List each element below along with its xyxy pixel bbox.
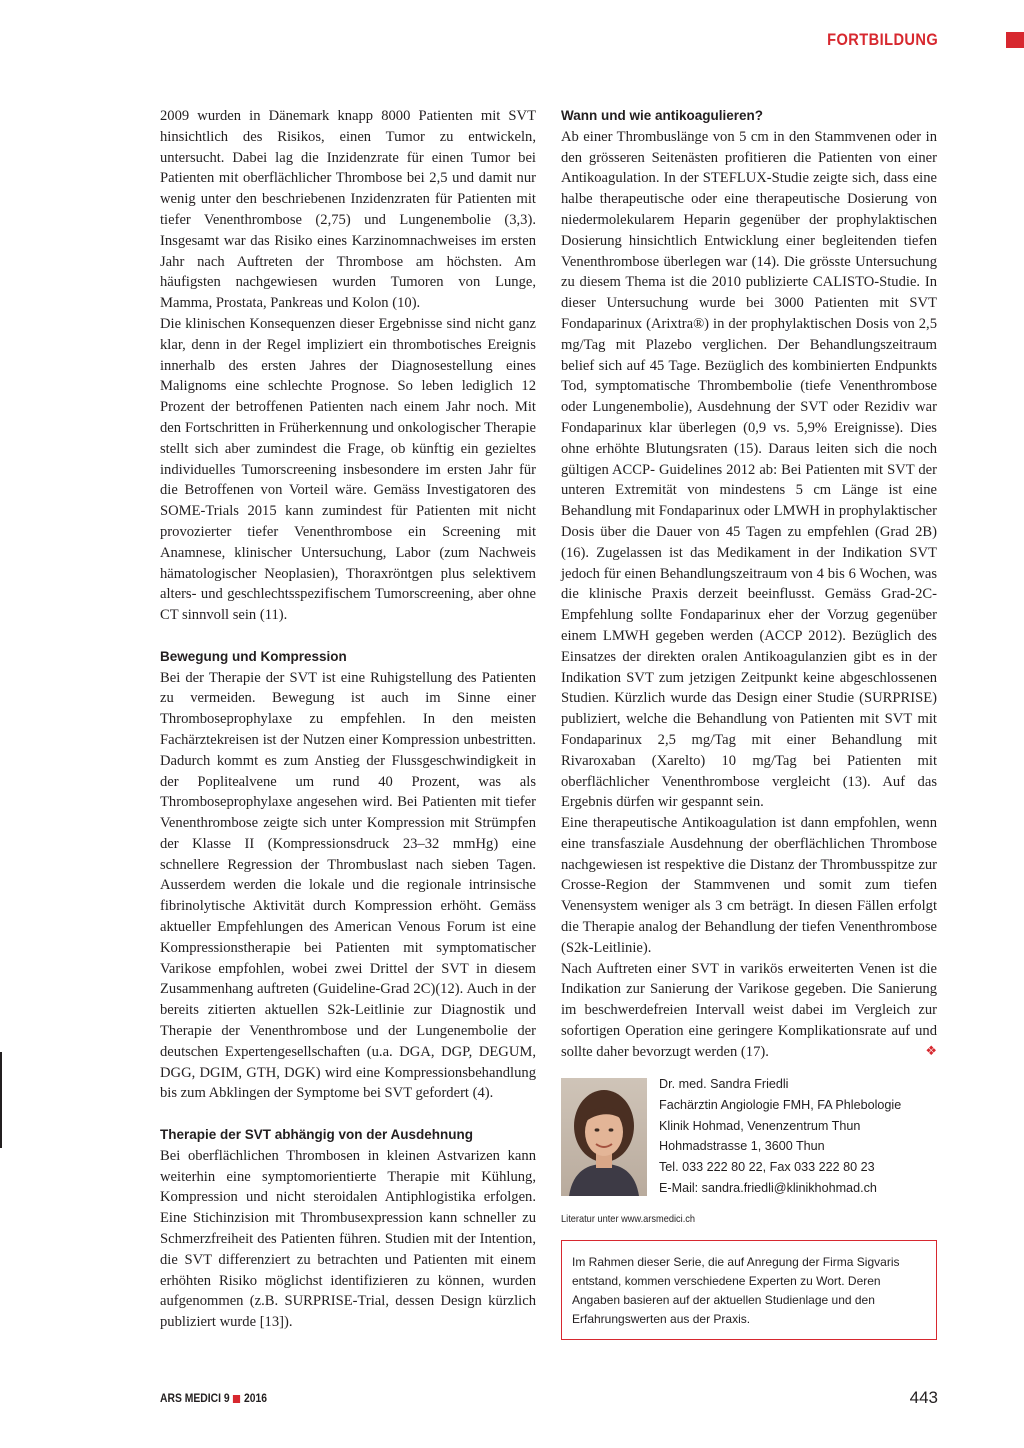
- right-column: [561, 106, 937, 1063]
- journal-name: ARS MEDICI 9: [160, 1393, 230, 1405]
- body-paragraph: Bei der Therapie der SVT ist eine Ruhigstellung des Patienten zu vermeiden. Bewegung ist auch im Sinne einer Thromboseprophylaxe zu empfehlen. In den meisten Fachärztekreisen ist der Nutzen einer Kompression unbestritten. Dadurch kommt es zum Anstieg der Flussgeschwindigkeit in der Poplitealvene um rund 40 Prozent, was als Thromboseprophylaxe angesehen wird. Bei Patienten mit tiefer Venenthrombose zeigte sich unter Kompression mit Strümpfen der Klasse II (Kompressionsdruck 23–32 mmHg) eine schnellere Regression der Thrombuslast nach sieben Tagen. Ausserdem werden die lokale und die regionale intrinsische fibrinolytische Aktivität durch Kompression erhöht. Gemäss aktueller Empfehlungen des American Venous Forum ist eine Kompressionstherapie bei Patienten mit symptomatischer Varikose empfohlen, wobei zwei Drittel der SVT in diesem Zusammenhang auftreten (Guideline-Grad 2C)(12). Auch in der bereits zitierten aktuellen S2k-Leitlinie zur Diagnostik und Therapie der Venenthrombose und der Lungenembolie der deutschen Expertengesellschaften (u.a. DGA, DGP, DEGUM, DGG, DGIM, GTH, DGK) wird eine Kompressionsbehandlung bis zum Abklingen der Symptome bei SVT gefordert (4).: [160, 669, 536, 1102]
- literature-reference: Literatur unter www.arsmedici.ch: [561, 1213, 696, 1225]
- section-label: FORTBILDUNG: [826, 30, 938, 49]
- body-paragraph: Eine therapeutische Antikoagulation ist dann empfohlen, wenn eine transfasziale Ausdehnung der oberflächlichen Thrombose nachgewiesen ist respektive die Distanz der Thrombusspitze zur Crosse-Region der Stammvenen und somit zum tiefen Venensystem weniger als 3 cm beträgt. In diesen Fällen erfolgt die Therapie analog der Behandlung der tiefen Venenthrombose (S2k-Leitlinie).: [561, 815, 937, 956]
- author-portrait-photo: [561, 1078, 647, 1196]
- body-paragraph: Bei oberflächlichen Thrombosen in kleinen Astvarizen kann weiterhin eine symptomorientierte Therapie mit Kühlung, Kompression und nicht steroidalen Antiphlogistika erfolgen. Eine Stichinzision mit Thrombusexpression kann schneller zu Schmerzfreiheit des Patienten führen. Studien mit der Intention, die SVT differenziert zu betrachten und Patienten mit einem erhöhten Risiko möglichst identifizieren zu können, wurden aufgenommen (z.B. SURPRISE-Trial, dessen Design kürzlich publiziert wurde [13]).: [160, 1147, 536, 1331]
- author-name: Dr. med. Sandra Friedli: [659, 1077, 789, 1091]
- margin-rule: [0, 1052, 2, 1148]
- journal-year: 2016: [243, 1393, 268, 1405]
- body-text: Nach Auftreten einer SVT in varikös erweiterten Venen ist die Indikation zur Sanierung der Varikose gegeben. Die Sanierung im beschwerdefreien Intervall weist dabei im Vergleich zur sofortigen Operation eine geringere Komplikationsrate auf und sollte daher bevorzugt werden (17).: [561, 960, 937, 1060]
- author-address: Hohmadstrasse 1, 3600 Thun: [659, 1139, 825, 1154]
- section-marker-square: [1006, 32, 1024, 48]
- author-clinic: Klinik Hohmad, Venenzentrum Thun: [659, 1118, 861, 1133]
- page-number: 443: [909, 1388, 938, 1407]
- section-heading: Therapie der SVT abhängig von der Ausdehnung: [160, 1127, 474, 1143]
- author-title: Fachärztin Angiologie FMH, FA Phlebologie: [659, 1097, 902, 1112]
- author-phone: Tel. 033 222 80 22, Fax 033 222 80 23: [659, 1160, 875, 1175]
- body-paragraph: Ab einer Thrombuslänge von 5 cm in den Stammvenen oder in den grösseren Seitenästen profitieren die Patienten von einer Antikoagulation. In der STEFLUX-Studie zeigte sich, dass eine halbe therapeutische oder eine therapeutische Dosierung von niedermolekularem Heparin gegenüber der prophylaktischen Dosierung hinsichtlich Entwicklung einer begleitenden tiefen Venenthrombose überlegen war (14). Die grösste Untersuchung zu diesem Thema ist die 2010 publizierte CALISTO-Studie. In dieser Untersuchung wurde bei 3000 Patienten mit SVT Fondaparinux (Arixtra®) in der prophylaktischen Dosis von 2,5 mg/Tag mit Plazebo verglichen. Der Behandlungszeitraum belief sich auf 45 Tage. Bezüglich des kombinierten Endpunkts Tod, symptomatische Thrombembolie (tiefe Venenthrombose oder Lungenembolie), Ausdehnung der SVT oder Rezidiv war Fondaparinux klar überlegen (0,9 vs. 5,9% Ereignisse). Dies ohne erhöhte Blutungsraten (15). Daraus leiten sich die noch gültigen ACCP- Guidelines 2012 ab: Bei Patienten mit SVT der unteren Extremität von mindestens 5 cm Länge ist eine Behandlung mit Fondaparinux oder LMWH in prophylaktischer Dosis über die Dauer von 45 Tagen zu empfehlen (Grad 2B)(16). Zugelassen ist das Medikament in der Indikation SVT jedoch für einen Behandlungszeitraum von 4 bis 6 Wochen, was die klinische Praxis derzeit beeinflusst. Gemäss Grad-2C-Empfehlung sollte Fondaparinux eher der Vorzug gegenüber einem LMWH gegeben werden (ACCP 2012). Bezüglich des Einsatzes der direkten oralen Antikoagulanzien gibt es in der Indikation SVT zum jetzigen Zeitpunkt keine abgeschlossenen Studien. Kürzlich wurde das Design einer Studie (SURPRISE) publiziert, welche die Behandlung von Patienten mit SVT mit Fondaparinux 2,5 mg/Tag mit einer Behandlung mit Rivaroxaban (Xarelto) 10 mg/Tag bei Patienten mit oberflächlicher Venenthrombose vergleicht (13). Auf das Ergebnis dürfen wir gespannt sein.: [561, 128, 937, 811]
- section-heading: Wann und wie antikoagulieren?: [561, 108, 764, 123]
- body-paragraph: Die klinischen Konsequenzen dieser Ergebnisse sind nicht ganz klar, denn in der Regel impliziert ein thrombotisches Ereignis innerhalb des ersten Jahres der Diagnosestellung eines Malignoms eine schlechte Prognose. So leben lediglich 12 Prozent der betroffenen Patienten nach einem Jahr noch. Mit den Fortschritten in Früherkennung und onkologischer Therapie stellt sich aber zumindest die Frage, ob künftig ein gezieltes individuelles Tumorscreening insbesondere im ersten Jahr für die Betroffenen von Vorteil wäre. Gemäss Investigatoren des SOME-Trials 2015 kann zumindest für Patienten mit nicht provozierter tiefer Venenthrombose ein Screening mit Anamnese, klinischer Untersuchung, Labor (zum Nachweis hämatologischer Neoplasien), Thoraxröntgen plus selektivem alters- und geschlechtsspezifischem Tumorscreening, aber ohne CT sinnvoll sein (11).: [160, 315, 536, 624]
- body-paragraph: 2009 wurden in Dänemark knapp 8000 Patienten mit SVT hinsichtlich des Risikos, einen Tumor zu entwickeln, untersucht. Dabei lag die Inzidenzrate für einen Tumor bei Patienten mit oberflächlicher Thrombose bei 2,5 und damit nur wenig unter den beschriebenen Inzidenzraten für Patienten mit tiefer Venenthrombose (2,75) und Lungenembolie (3,3). Insgesamt war das Risiko eines Karzinomnachweises im ersten Jahr nach Auftreten der Thrombose am höchsten. Am häufigsten nachgewiesen wurden Tumoren von Lunge, Mamma, Prostata, Pankreas und Kolon (10).: [160, 108, 536, 312]
- footer-square-icon: [233, 1395, 240, 1403]
- end-of-article-icon: ❖: [925, 1043, 937, 1059]
- section-heading: Bewegung und Kompression: [160, 648, 347, 664]
- author-contact: [659, 1074, 901, 1199]
- author-email: E-Mail: sandra.friedli@klinikhohmad.ch: [659, 1180, 877, 1195]
- journal-footer: [160, 1393, 267, 1405]
- series-note-box: Im Rahmen dieser Serie, die auf Anregung der Firma Sigvaris entstand, kommen verschiedene Experten zu Wort. Deren Angaben basieren auf der aktuellen Studienlage und den Erfahrungswerten aus der Praxis.: [561, 1240, 937, 1340]
- author-block: [561, 1074, 937, 1198]
- body-paragraph: [561, 959, 937, 1063]
- left-column: [160, 106, 536, 1333]
